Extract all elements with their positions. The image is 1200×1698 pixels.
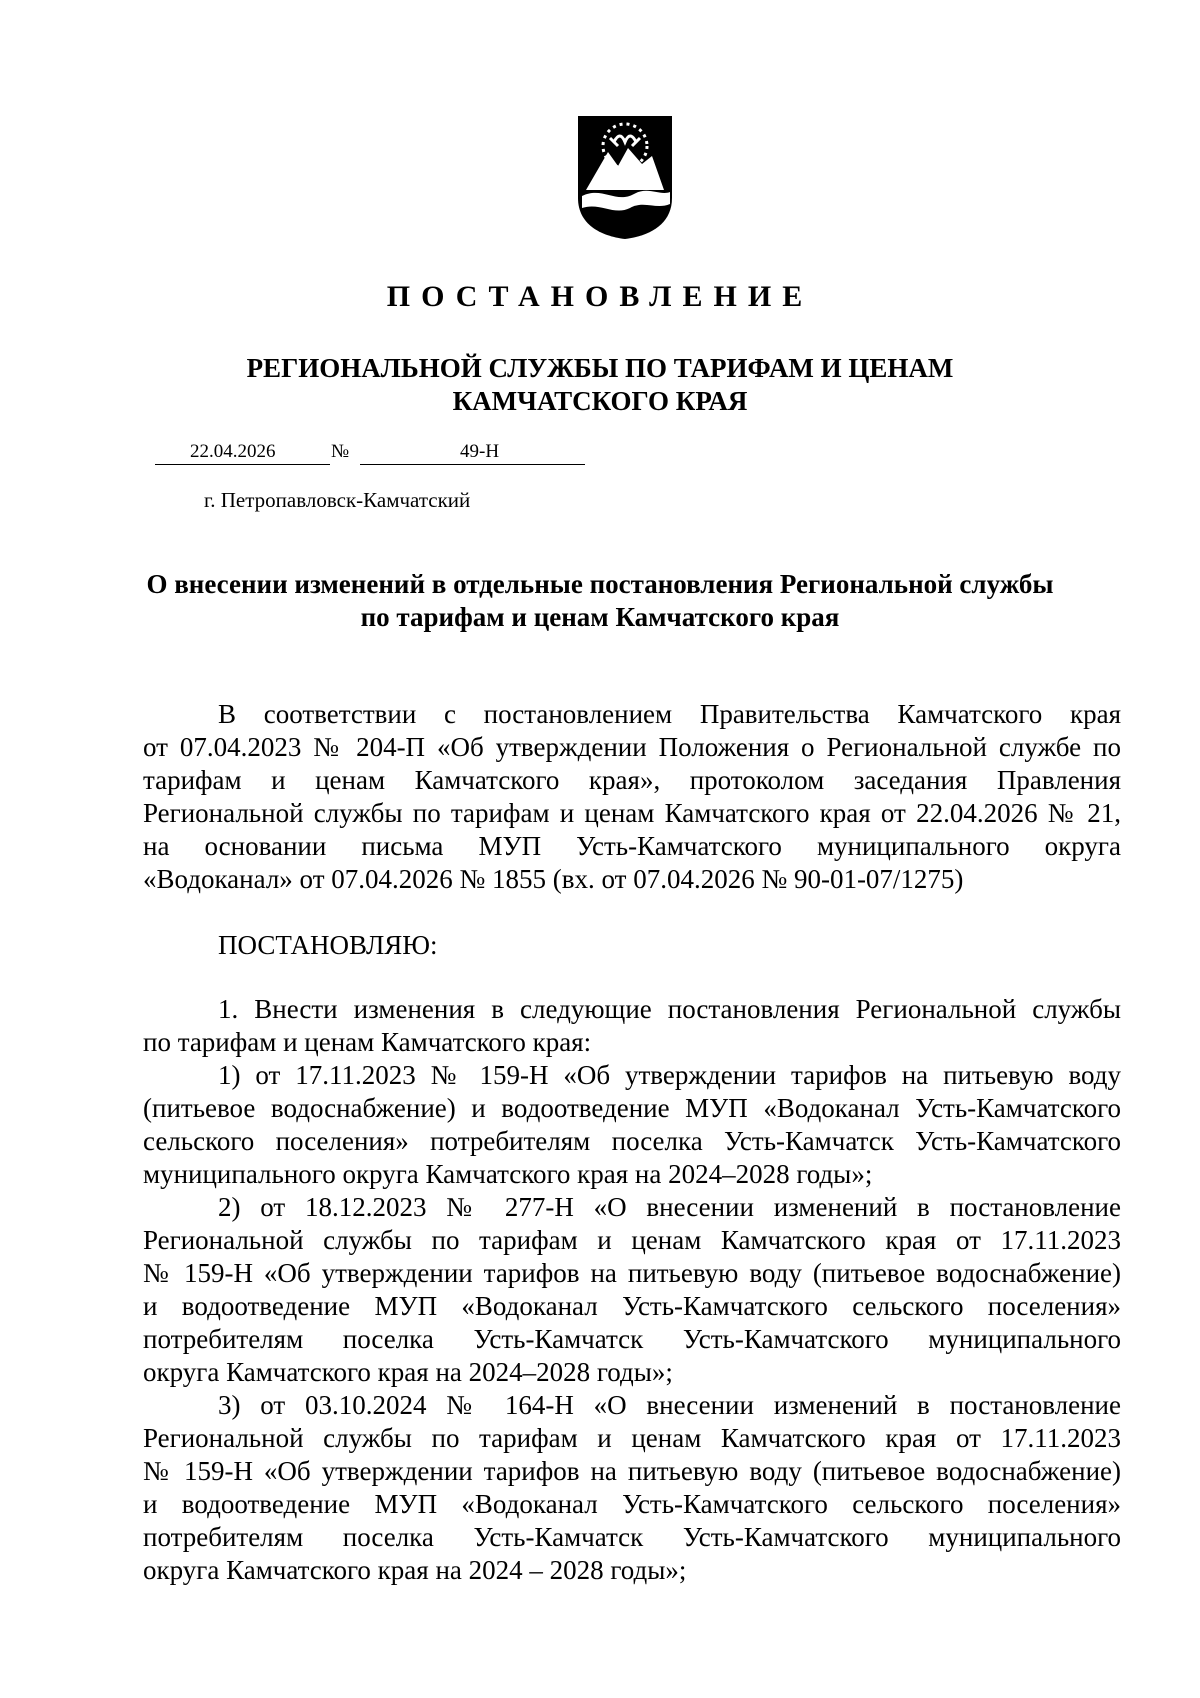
decree-items [143, 993, 1121, 1587]
subject-line: по тарифам и ценам Камчатского края [360, 602, 840, 632]
text-line: потребителям поселка Усть-Камчатск Усть-Камчатского муниципального [143, 1324, 1121, 1354]
decree-word: ПОСТАНОВЛЯЮ: [218, 930, 438, 960]
date-number-line [155, 440, 585, 466]
text-line: муниципального округа Камчатского края на 2024–2028 годы»; [143, 1159, 873, 1189]
text-line: от 07.04.2023 № 204-П «Об утверждении Положения о Региональной службе по [143, 732, 1121, 762]
text-line: сельского поселения» потребителям поселка Усть-Камчатск Усть-Камчатского [143, 1126, 1121, 1156]
text-line: тарифам и ценам Камчатского края», протоколом заседания Правления [143, 765, 1121, 795]
text-line: округа Камчатского края на 2024 – 2028 годы»; [143, 1555, 687, 1585]
text-line: 1. Внести изменения в следующие постановления Региональной службы [218, 994, 1121, 1024]
subject-line: О внесении изменений в отдельные постановления Региональной службы [146, 569, 1054, 599]
document-number: 49-Н [460, 441, 500, 462]
text-line: 3) от 03.10.2024 № 164-Н «О внесении изменений в постановление [218, 1390, 1121, 1420]
text-line: и водоотведение МУП «Водоканал Усть-Камчатского сельского поселения» [143, 1291, 1121, 1321]
text-line: округа Камчатского края на 2024–2028 годы»; [143, 1357, 673, 1387]
agency-line: РЕГИОНАЛЬНОЙ СЛУЖБЫ ПО ТАРИФАМ И ЦЕНАМ [246, 353, 954, 383]
agency-line: КАМЧАТСКОГО КРАЯ [452, 386, 748, 416]
text-line: Региональной службы по тарифам и ценам Камчатского края от 17.11.2023 [143, 1225, 1121, 1255]
text-line: на основании письма МУП Усть-Камчатского муниципального округа [143, 831, 1121, 861]
text-line: Региональной службы по тарифам и ценам Камчатского края от 17.11.2023 [143, 1423, 1121, 1453]
text-line: В соответствии с постановлением Правительства Камчатского края [218, 699, 1121, 729]
text-line: потребителям поселка Усть-Камчатск Усть-Камчатского муниципального [143, 1522, 1121, 1552]
document-date: 22.04.2026 [190, 441, 276, 462]
text-line: № 159-Н «Об утверждении тарифов на питьевую воду (питьевое водоснабжение) [143, 1456, 1121, 1486]
city-name: г. Петропавловск-Камчатский [204, 488, 471, 512]
coat-of-arms-icon [574, 112, 676, 240]
agency-name [0, 352, 1200, 418]
text-line: № 159-Н «Об утверждении тарифов на питьевую воду (питьевое водоснабжение) [143, 1258, 1121, 1288]
document-title: ПОСТАНОВЛЕНИЕ [386, 280, 814, 313]
date-underline [155, 464, 330, 465]
text-line: Региональной службы по тарифам и ценам Камчатского края от 22.04.2026 № 21, [143, 798, 1121, 828]
document-subject [100, 568, 1100, 634]
number-sign: № [331, 441, 350, 462]
text-line: (питьевое водоснабжение) и водоотведение МУП «Водоканал Усть-Камчатского [143, 1093, 1121, 1123]
text-line: 2) от 18.12.2023 № 277-Н «О внесении изменений в постановление [218, 1192, 1121, 1222]
text-line: «Водоканал» от 07.04.2026 № 1855 (вх. от 07.04.2026 № 90-01-07/1275) [143, 864, 964, 894]
text-line: 1) от 17.11.2023 № 159-Н «Об утверждении тарифов на питьевую воду [218, 1060, 1121, 1090]
text-line: и водоотведение МУП «Водоканал Усть-Камчатского сельского поселения» [143, 1489, 1121, 1519]
preamble-paragraph [143, 698, 1121, 896]
number-underline [360, 464, 585, 465]
text-line: по тарифам и ценам Камчатского края: [143, 1027, 592, 1057]
